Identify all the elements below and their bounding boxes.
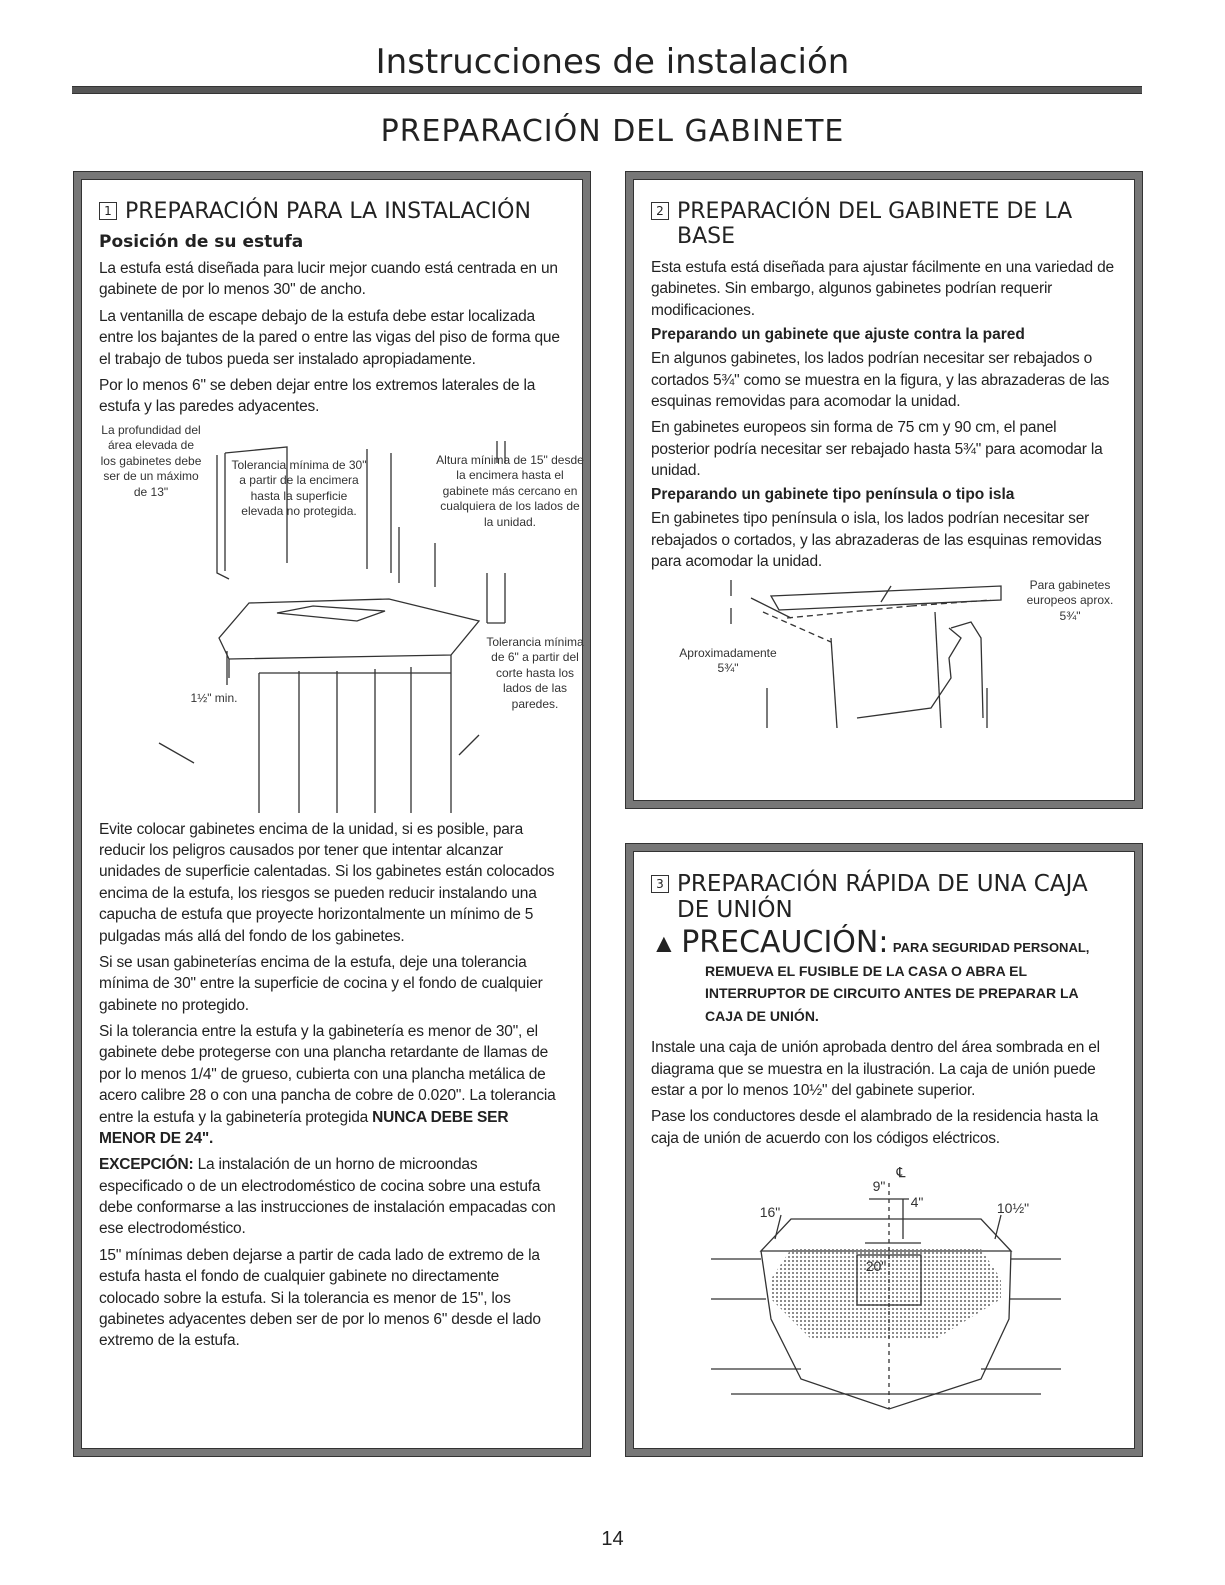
panel1-para6-text: Si la tolerancia entre la estufa y la gabinetería es menor de 30", el gabinete debe protegerse con una plancha retardante de llamas de por lo menos 1/4" de grueso, cubierta con una plancha metálica de acero calibre 28 o con una pancha de cobre de 0.020". La tolerancia entre la estufa y la gabinetería protegida [99, 1023, 556, 1126]
panel-base-cabinet [626, 172, 1142, 808]
panel3-title-line2: DE UNIÓN [677, 897, 793, 923]
min-label: 1½" min. [190, 690, 238, 705]
panel1-para6 [99, 1021, 563, 1149]
panel1-para7 [99, 1154, 563, 1240]
panel3-para2: Pase los conductores desde el alambrado de la residencia hasta la caja de unión de acuerdo con los códigos eléctricos. [651, 1108, 1099, 1147]
panel2-para3: En gabinetes europeos sin forma de 75 cm y 90 cm, el panel posterior podría necesitar ser rebajado hasta 5¾" para acomodar la unidad. [651, 419, 1103, 479]
approx-label [643, 646, 813, 677]
approx-value: 5¾" [717, 661, 739, 676]
panel1-para1: La estufa está diseñada para lucir mejor cuando está centrada en un gabinete de por lo menos 30" de ancho. [99, 260, 558, 299]
dim-9in: 9" [872, 1178, 886, 1195]
panel2-para4: En gabinetes tipo península o isla, los lados podrían necesitar ser rebajados o cortados, y las abrazaderas de las esquinas removidas para acomodar la unidad. [651, 510, 1102, 571]
panel1-title [99, 199, 563, 224]
junction-box-illustration [651, 1159, 1121, 1419]
junction-box-diagram [651, 1159, 1115, 1419]
panel2-para2: En algunos gabinetes, los lados podrían necesitar ser rebajados o cortados 5¾" como se muestra en la figura, y las abrazaderas de las esquinas removidas para acomodar la unidad. [651, 350, 1110, 410]
page-number: 14 [601, 1528, 624, 1550]
panel2-sub2: Preparando un gabinete tipo península o tipo isla [651, 486, 1015, 504]
panel2-para1: Esta estufa está diseñada para ajustar fácilmente en una variedad de gabinetes. Sin embargo, algunos gabinetes podrían requerir modificaciones. [651, 259, 1114, 319]
depth-label: La profundidad del área elevada de los gabinetes debe ser de un máximo de 13" [100, 422, 202, 499]
panel1-para7-text: La instalación de un horno de microondas especificado o de un electrodoméstico de cocina sobre una estufa debe conformarse a las instrucciones de instalación empacadas con ese electrodoméstico. [99, 1156, 556, 1238]
panel3-title-line1: PREPARACIÓN RÁPIDA DE UNA CAJA [677, 871, 1088, 897]
dim-16in: 16" [759, 1204, 781, 1221]
panel1-para3: Por lo menos 6" se deben dejar entre los extremos laterales de la estufa y las paredes adyacentes. [99, 376, 536, 416]
caution-small: PARA SEGURIDAD PERSONAL, [892, 940, 1090, 955]
panel1-para4: Evite colocar gabinetes encima de la unidad, si es posible, para reducir los peligros causados por tener que intentar alcanzar unidades de superficie calentadas. Si los gabinetes están colocados encima de la estufa, los riesgos se pueden reducir instalando una capucha de estufa que proyecte horizontalmente un mínimo de 5 pulgadas más allá del fondo de los gabinetes. [99, 820, 555, 945]
clearance-label: Tolerancia mínima de 30" a partir de la encimera hasta la superficie elevada no protegida. [231, 457, 367, 519]
caution-text: REMUEVA EL FUSIBLE DE LA CASA O ABRA EL INTERRUPTOR DE CIRCUITO ANTES DE PREPARAR LA CAJA DE UNIÓN. [705, 963, 1079, 1024]
side-clearance-label: Tolerancia mínima de 6" a partir del corte hasta los lados de las paredes. [486, 634, 584, 711]
step-number-3: 3 [651, 875, 669, 893]
base-cabinet-diagram [651, 578, 1115, 738]
panel3-para1: Instale una caja de unión aprobada dentro del área sombrada en el diagrama que se muestra en la ilustración. La caja de unión puede estar a por lo menos 10½" del gabinete superior. [651, 1039, 1100, 1099]
centerline-mark: ℄ [896, 1164, 906, 1181]
header-rule [72, 86, 1142, 94]
range-clearance-diagram [99, 422, 584, 813]
dim-20in: 20" [865, 1258, 887, 1275]
panel1-title-text: PREPARACIÓN PARA LA INSTALACIÓN [125, 199, 531, 224]
panel1-para8: 15" mínimas deben dejarse a partir de cada lado de extremo de la estufa hasta el fondo de cualquier gabinete no directamente colocado sobre la estufa. Si la tolerancia es menor de 15", los gabinetes adyacentes deben ser de por lo menos 6" desde el lado extremo de la estufa. [99, 1246, 541, 1350]
section-title: PREPARACIÓN DEL GABINETE [380, 114, 845, 149]
panel1-para6-emphasis: NUNCA DEBE SER MENOR DE 24". [99, 1108, 509, 1147]
caution-word: PRECAUCIÓN: [681, 925, 889, 960]
panel2-title-line1: PREPARACIÓN DEL GABINETE DE LA [677, 199, 1073, 224]
panel2-sub1: Preparando un gabinete que ajuste contra la pared [651, 326, 1025, 344]
step-number-1: 1 [99, 202, 117, 220]
warning-icon: ▲ [651, 928, 677, 958]
approx-text: Aproximadamente [679, 645, 777, 660]
panel1-subtitle: Posición de su estufa [99, 232, 304, 252]
dim-10half-in: 10½" [996, 1200, 1030, 1217]
page-header-title: Instrucciones de instalación [375, 42, 850, 82]
exception-label: EXCEPCIÓN: [99, 1156, 194, 1174]
panel2-title [651, 199, 1115, 224]
step-number-2: 2 [651, 202, 669, 220]
dim-4in: 4" [910, 1194, 924, 1211]
caution-block [651, 925, 1115, 960]
panel2-title-line2: BASE [677, 224, 736, 249]
euro-label: Para gabinetes europeos aprox. 5¾" [1026, 577, 1114, 623]
panel1-para2: La ventanilla de escape debajo de la estufa debe estar localizada entre los bajantes de la pared o entre las vigas del piso de forma que el trabajo de tubos pueda ser instalado apropiadamente. [99, 307, 560, 368]
panel-installation-prep [74, 172, 590, 1456]
panel1-para5: Si se usan gabineterías encima de la estufa, deje una tolerancia mínima de 30" entre la superficie de cocina y el fondo de cualquier gabinete no protegido. [99, 953, 543, 1014]
panel3-title [651, 871, 1115, 897]
height-label: Altura mínima de 15" desde la encimera hasta el gabinete más cercano en cualquiera de los lados de la unidad. [436, 452, 584, 529]
panel-junction-box [626, 844, 1142, 1456]
